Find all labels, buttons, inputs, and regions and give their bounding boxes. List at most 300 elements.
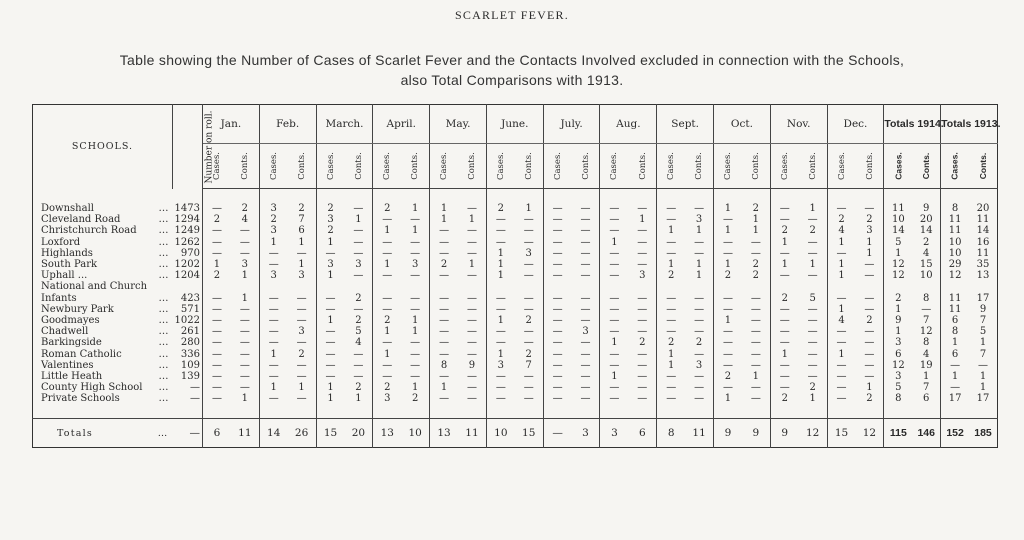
cases-cell: —	[714, 248, 742, 259]
spacer-cell	[33, 189, 173, 204]
contacts-cell: 20	[976, 203, 990, 215]
cases-cell: —	[316, 293, 344, 304]
cases-cell: 1	[373, 259, 401, 270]
schools-header: SCHOOLS.	[33, 105, 173, 189]
contacts-cell: —	[466, 393, 477, 405]
cases-cell: —	[203, 225, 231, 236]
roll-cell: 970	[173, 248, 203, 259]
contacts-cell: 2	[866, 393, 873, 405]
contacts-cell: —	[239, 348, 250, 360]
contacts-cell: 35	[976, 259, 990, 271]
cases-cell: 2	[203, 214, 231, 225]
contacts-cell: —	[466, 236, 477, 248]
contacts-cell: —	[694, 236, 705, 248]
roll-cell	[173, 281, 203, 292]
cases-subheader	[486, 144, 514, 189]
conts-subheader-label: Conts.	[864, 152, 875, 180]
cases-cell: —	[373, 360, 401, 371]
cases-cell: —	[657, 214, 685, 225]
school-name: Totals	[57, 427, 93, 439]
contacts-cell: —	[580, 337, 591, 349]
cases-cell: 12	[884, 360, 912, 371]
contacts-cell: 12	[799, 419, 827, 448]
cases-cell	[941, 281, 969, 292]
contacts-cell: 26	[288, 419, 316, 448]
contacts-cell: 2	[752, 270, 760, 282]
contacts-cell: 1	[752, 370, 760, 382]
cases-cell: 9	[770, 419, 798, 448]
spacer-cell	[912, 189, 940, 204]
month-header: Dec.	[827, 105, 884, 144]
cases-cell: 17	[941, 393, 969, 404]
contacts-cell: —	[637, 370, 648, 382]
contacts-cell: 2	[298, 348, 305, 360]
contacts-cell	[344, 281, 372, 292]
cases-cell: —	[770, 315, 798, 326]
conts-subheader	[401, 144, 429, 189]
contacts-cell: 9	[468, 359, 476, 371]
cases-cell: 3	[486, 360, 514, 371]
contacts-cell: —	[750, 393, 761, 405]
cases-subheader	[600, 144, 628, 189]
spacer-row	[33, 189, 998, 204]
cases-cell: —	[770, 360, 798, 371]
contacts-cell: —	[353, 203, 364, 215]
contacts-cell: —	[807, 303, 818, 315]
cases-cell: —	[770, 326, 798, 337]
cases-cell: 13	[373, 419, 401, 448]
contacts-cell: —	[637, 225, 648, 237]
leader-dots: …	[158, 225, 169, 237]
cases-cell	[543, 281, 571, 292]
cases-cell: 1	[714, 393, 742, 404]
contacts-cell: —	[637, 247, 648, 259]
contacts-cell: —	[239, 326, 250, 338]
spacer-cell	[941, 404, 969, 419]
spacer-cell	[969, 404, 997, 419]
contacts-cell: —	[523, 225, 534, 237]
conts-subheader-label: Conts.	[580, 152, 591, 180]
contacts-cell: —	[637, 359, 648, 371]
spacer-cell	[657, 404, 685, 419]
contacts-cell: —	[523, 259, 534, 271]
cases-cell: 1	[657, 360, 685, 371]
cases-cell: —	[486, 382, 514, 393]
contacts-cell: —	[580, 225, 591, 237]
contacts-cell: —	[466, 203, 477, 215]
cases-cell: —	[543, 360, 571, 371]
month-header: Nov.	[770, 105, 827, 144]
table-row	[33, 382, 998, 393]
cases-subheader-label: Cases.	[893, 152, 904, 180]
cases-cell: 2	[657, 270, 685, 281]
cases-cell: —	[543, 225, 571, 236]
cases-cell: —	[430, 315, 458, 326]
contacts-cell: —	[353, 348, 364, 360]
contacts-cell: —	[466, 337, 477, 349]
cases-cell: 2	[884, 293, 912, 304]
leader-dots: …	[158, 214, 169, 226]
spacer-row	[33, 404, 998, 419]
cases-cell: —	[600, 326, 628, 337]
cases-cell: —	[486, 337, 514, 348]
cases-cell: —	[600, 293, 628, 304]
contacts-cell: 8	[923, 292, 930, 304]
spacer-cell	[515, 404, 543, 419]
cases-cell: 10	[486, 419, 514, 448]
cases-cell: —	[657, 248, 685, 259]
contacts-cell: 9	[742, 419, 770, 448]
cases-cell: —	[203, 337, 231, 348]
cases-cell: —	[714, 326, 742, 337]
roll-cell: 1262	[173, 237, 203, 248]
contacts-cell: —	[750, 314, 761, 326]
contacts-cell: —	[580, 359, 591, 371]
contacts-cell: —	[637, 292, 648, 304]
cases-cell: —	[657, 382, 685, 393]
spacer-cell	[855, 404, 883, 419]
cases-cell: —	[600, 348, 628, 359]
cases-cell: —	[203, 360, 231, 371]
cases-cell: —	[600, 315, 628, 326]
leader-dots: …	[158, 326, 169, 338]
contacts-cell: —	[353, 247, 364, 259]
cases-cell: —	[430, 248, 458, 259]
cases-cell: —	[543, 348, 571, 359]
contacts-cell	[855, 281, 883, 292]
contacts-cell: 11	[458, 419, 486, 448]
cases-cell	[486, 281, 514, 292]
contacts-cell: —	[410, 270, 421, 282]
cases-cell: 14	[884, 225, 912, 236]
contacts-cell: 1	[979, 370, 987, 382]
contacts-cell: —	[694, 247, 705, 259]
school-name-cell	[33, 259, 173, 270]
cases-cell	[827, 281, 855, 292]
contacts-cell: 2	[639, 337, 646, 349]
cases-cell: 2	[714, 371, 742, 382]
contacts-cell: —	[353, 359, 364, 371]
school-name: Little Heath	[41, 370, 103, 382]
cases-cell	[430, 281, 458, 292]
cases-cell: 2	[316, 225, 344, 236]
cases-cell: 1	[316, 393, 344, 404]
conts-subheader-label: Conts.	[296, 152, 307, 180]
contacts-cell: —	[239, 247, 250, 259]
month-header: Jan.	[203, 105, 260, 144]
contacts-cell: —	[239, 236, 250, 248]
contacts-cell: 1	[468, 259, 476, 271]
cases-cell: —	[543, 371, 571, 382]
school-name-cell	[33, 419, 173, 448]
cases-subheader-label: Cases.	[495, 151, 506, 181]
cases-cell: —	[770, 337, 798, 348]
spacer-cell	[685, 404, 713, 419]
leader-dots: …	[158, 382, 169, 394]
cases-cell: —	[770, 214, 798, 225]
contacts-cell: 15	[515, 419, 543, 448]
cases-cell: —	[259, 304, 287, 315]
spacer-cell	[685, 189, 713, 204]
contacts-cell: 1	[809, 259, 816, 271]
spacer-cell	[799, 189, 827, 204]
cases-cell: —	[316, 360, 344, 371]
cases-cell: —	[430, 225, 458, 236]
contacts-cell: —	[296, 337, 307, 349]
contacts-cell: —	[807, 326, 818, 338]
contacts-cell: —	[466, 303, 477, 315]
cases-cell: 3	[373, 393, 401, 404]
cases-cell: 3	[316, 214, 344, 225]
cases-cell: 9	[714, 419, 742, 448]
contacts-cell: —	[580, 370, 591, 382]
contacts-cell: 7	[298, 214, 305, 226]
contacts-cell: 3	[695, 359, 703, 371]
school-name: Highlands	[41, 247, 93, 259]
cases-cell: —	[657, 371, 685, 382]
contacts-cell: —	[637, 393, 648, 405]
contacts-cell: —	[523, 393, 534, 405]
page-title: SCARLET FEVER.	[455, 8, 569, 22]
school-name: South Park	[41, 259, 98, 271]
cases-subheader	[770, 144, 798, 189]
cases-cell: —	[486, 326, 514, 337]
contacts-cell: —	[410, 370, 421, 382]
month-header-row	[33, 105, 998, 144]
contacts-cell: —	[239, 359, 250, 371]
contacts-cell: 20	[919, 214, 933, 226]
contacts-cell: —	[864, 270, 875, 282]
cases-cell: —	[430, 371, 458, 382]
cases-cell: —	[543, 315, 571, 326]
leader-dots: …	[158, 247, 169, 259]
contacts-cell: —	[807, 236, 818, 248]
contacts-cell: —	[694, 292, 705, 304]
cases-cell: 11	[941, 225, 969, 236]
contacts-cell: —	[637, 303, 648, 315]
leader-dots: …	[158, 303, 169, 315]
cases-cell: 3	[259, 225, 287, 236]
cases-cell: 2	[373, 382, 401, 393]
contacts-cell: 1	[411, 225, 419, 237]
contacts-cell: —	[694, 326, 705, 338]
cases-cell: 1	[941, 337, 969, 348]
spacer-cell	[600, 189, 628, 204]
contacts-cell: —	[296, 393, 307, 405]
contacts-cell: —	[353, 370, 364, 382]
contacts-cell: 1	[866, 382, 873, 394]
cases-cell: 3	[259, 203, 287, 214]
contacts-cell: —	[523, 303, 534, 315]
spacer-cell	[173, 189, 203, 204]
contacts-cell: 11	[976, 214, 990, 226]
conts-subheader-label: Conts.	[523, 152, 534, 180]
cases-cell: —	[714, 360, 742, 371]
cases-cell: —	[259, 393, 287, 404]
contacts-cell: 20	[344, 419, 372, 448]
cases-cell: —	[657, 315, 685, 326]
contacts-cell: 2	[525, 348, 532, 360]
cases-cell: 1	[941, 371, 969, 382]
contacts-cell: —	[296, 292, 307, 304]
cases-cell: —	[373, 237, 401, 248]
contacts-cell: 1	[241, 292, 249, 304]
contacts-cell: —	[750, 303, 761, 315]
cases-cell: 1	[600, 371, 628, 382]
cases-cell: 2	[203, 270, 231, 281]
cases-subheader-label: Cases.	[723, 151, 734, 181]
cases-cell: 1	[714, 225, 742, 236]
contacts-cell: 1	[979, 337, 987, 349]
contacts-cell: 1	[468, 214, 476, 226]
cases-cell: 6	[203, 419, 231, 448]
spacer-cell	[855, 189, 883, 204]
contacts-cell: 1	[241, 270, 249, 282]
contacts-cell: —	[466, 314, 477, 326]
table-row	[33, 315, 998, 326]
school-name-cell	[33, 371, 173, 382]
cases-cell: —	[600, 203, 628, 214]
contacts-cell: 7	[923, 314, 930, 326]
school-name-cell	[33, 304, 173, 315]
table-row	[33, 360, 998, 371]
table-row	[33, 393, 998, 404]
contacts-cell: 1	[923, 370, 930, 382]
cases-subheader-label: Cases.	[779, 151, 790, 181]
contacts-cell: 4	[923, 247, 930, 259]
cases-cell: 2	[657, 337, 685, 348]
contacts-cell: —	[864, 348, 875, 360]
cases-cell: 1	[486, 270, 514, 281]
cases-cell: 12	[884, 259, 912, 270]
roll-cell: —	[173, 382, 203, 393]
contacts-cell: —	[523, 214, 534, 226]
cases-cell: 1	[770, 259, 798, 270]
cases-cell: —	[714, 214, 742, 225]
cases-cell: —	[543, 304, 571, 315]
cases-cell: 1	[827, 259, 855, 270]
contacts-cell: 7	[979, 348, 987, 360]
cases-cell: 1	[259, 237, 287, 248]
cases-cell: 1	[827, 237, 855, 248]
roll-cell: 139	[173, 371, 203, 382]
cases-cell: 3	[600, 419, 628, 448]
month-header: April.	[373, 105, 430, 144]
cases-cell: 29	[941, 259, 969, 270]
contacts-cell: —	[921, 303, 932, 315]
month-header: March.	[316, 105, 373, 144]
spacer-cell	[458, 189, 486, 204]
cases-cell: —	[657, 203, 685, 214]
contacts-cell: —	[353, 303, 364, 315]
cases-cell: 11	[941, 214, 969, 225]
contacts-cell: —	[750, 348, 761, 360]
spacer-cell	[770, 404, 798, 419]
cases-cell: —	[203, 203, 231, 214]
cases-cell: 3	[884, 337, 912, 348]
contacts-cell: 15	[919, 259, 933, 271]
cases-cell	[657, 281, 685, 292]
contacts-cell: —	[580, 303, 591, 315]
cases-cell: 6	[941, 315, 969, 326]
contacts-cell: 12	[855, 419, 883, 448]
cases-cell: —	[203, 248, 231, 259]
cases-cell	[770, 281, 798, 292]
cases-cell: 13	[430, 419, 458, 448]
cases-cell: 1	[373, 348, 401, 359]
cases-cell: 2	[770, 225, 798, 236]
contacts-cell	[685, 281, 713, 292]
contacts-cell: 1	[866, 247, 873, 259]
cases-cell: —	[486, 304, 514, 315]
cases-cell: 1	[714, 259, 742, 270]
month-header: Sept.	[657, 105, 714, 144]
spacer-cell	[884, 404, 912, 419]
leader-dots: …	[158, 314, 169, 326]
school-name-cell	[33, 382, 173, 393]
cases-cell: —	[259, 248, 287, 259]
cases-cell: —	[430, 326, 458, 337]
cases-cell: —	[259, 326, 287, 337]
contacts-cell: 2	[525, 314, 532, 326]
month-header: July.	[543, 105, 600, 144]
contacts-cell: 1	[809, 203, 816, 215]
contacts-cell: 1	[298, 259, 305, 271]
contacts-cell: —	[580, 314, 591, 326]
contacts-cell: 2	[923, 236, 930, 248]
cases-cell: —	[430, 237, 458, 248]
month-header: Oct.	[714, 105, 771, 144]
spacer-cell	[941, 189, 969, 204]
cases-cell: —	[259, 337, 287, 348]
contacts-cell: —	[353, 225, 364, 237]
contacts-cell: —	[694, 314, 705, 326]
school-name: Uphall ...	[41, 270, 88, 282]
spacer-cell	[430, 404, 458, 419]
cases-cell: —	[486, 393, 514, 404]
contacts-cell: 1	[355, 214, 362, 226]
contacts-cell: —	[523, 292, 534, 304]
cases-cell: 5	[884, 237, 912, 248]
contacts-cell: —	[637, 259, 648, 271]
conts-subheader	[515, 144, 543, 189]
cases-cell: —	[714, 337, 742, 348]
totals-header: Totals 1913.	[941, 105, 998, 144]
contacts-cell: —	[750, 247, 761, 259]
caption-line-2: also Total Comparisons with 1913.	[400, 72, 624, 88]
contacts-cell: —	[807, 337, 818, 349]
contacts-cell: 11	[976, 247, 990, 259]
roll-cell: 261	[173, 326, 203, 337]
roll-cell: 1022	[173, 315, 203, 326]
contacts-cell: —	[523, 337, 534, 349]
contacts-cell: 3	[866, 225, 873, 237]
contacts-cell: —	[296, 303, 307, 315]
contacts-cell: —	[410, 236, 421, 248]
contacts-cell: 2	[298, 203, 305, 215]
cases-cell: —	[770, 382, 798, 393]
contacts-cell: —	[239, 303, 250, 315]
table-row	[33, 225, 998, 236]
cases-cell: 10	[941, 248, 969, 259]
contacts-cell: 3	[572, 419, 600, 448]
cases-cell: 3	[259, 270, 287, 281]
contacts-cell: 3	[355, 259, 362, 271]
leader-dots: …	[158, 359, 169, 371]
cases-cell: —	[486, 293, 514, 304]
cases-cell: 1	[486, 248, 514, 259]
cases-cell: 8	[430, 360, 458, 371]
